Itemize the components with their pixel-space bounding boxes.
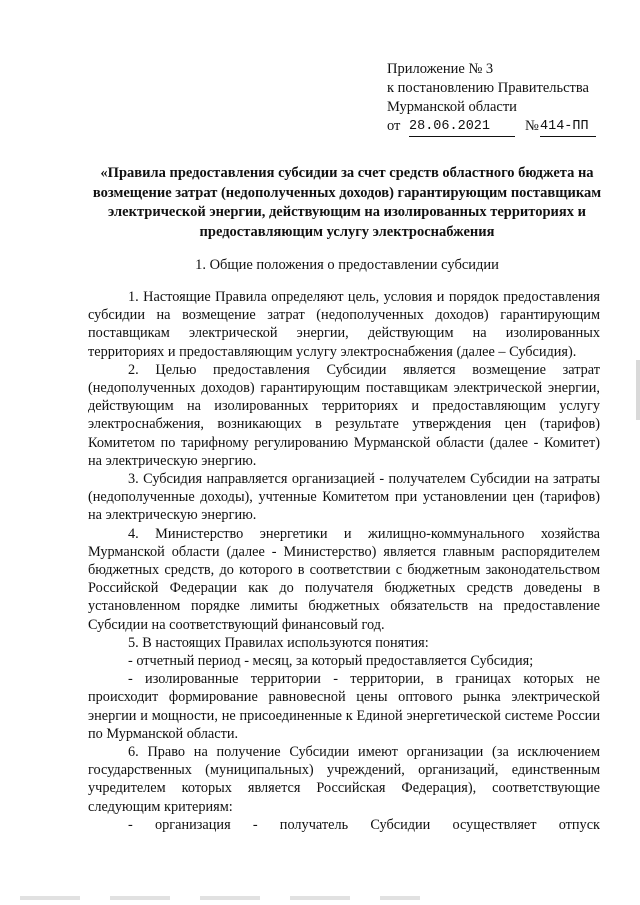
- section-heading: 1. Общие положения о предоставлении субсидии: [195, 257, 499, 273]
- appendix-title: Приложение № 3: [387, 61, 494, 77]
- paragraph-1: 1. Настоящие Правила определяют цель, условия и порядок предоставления субсидии на возмещение затрат (недополученных доходов) гарантирующим поставщикам электрической энергии, действующим на изолированных территориях и предоставляющим услугу электроснабжения (далее – Субсидия).: [88, 289, 600, 360]
- definition-reporting-period: - отчетный период - месяц, за который предоставляется Субсидия;: [128, 653, 534, 670]
- from-label: от: [387, 118, 401, 134]
- scan-edge-mark: [636, 360, 640, 420]
- document-body: [88, 288, 600, 834]
- appendix-ref: к постановлению Правительства: [387, 80, 589, 96]
- definition-isolated-territories: - изолированные территории - территории, в границах которых не происходит формирование равновесной цены оптового рынка электрической энергии и мощности, не присоединенные к Единой энергетической системе России по Мурманской области.: [88, 671, 600, 742]
- paragraph-4: 4. Министерство энергетики и жилищно-коммунального хозяйства Мурманской области (далее - Министерство) является главным распорядителем бюджетных средств, до которого в соответствии с бюджетным законодательством Российской Федерации как до получателя бюджетных средств доведены в установленном порядке лимиты бюджетных обязательств на предоставление Субсидии на соответствующий финансовый год.: [88, 525, 600, 633]
- document-title: «Правила предоставления субсидии за счет средств областного бюджета на возмещение затрат (недополученных доходов) гарантирующим поставщикам электрической энергии, действующим на изолированных территориях и предоставляющим услугу электроснабжения: [92, 165, 602, 240]
- paragraph-5: 5. В настоящих Правилах используются понятия:: [128, 634, 429, 651]
- paragraph-6: 6. Право на получение Субсидии имеют организации (за исключением государственных (муниципальных) учреждений, организаций, единственным учредителем которых является Российская Федерация), соответствующие следующим критериям:: [88, 744, 600, 815]
- decree-date: 28.06.2021: [409, 117, 515, 137]
- appendix-region: Мурманской области: [387, 99, 517, 115]
- appendix-block: [387, 60, 589, 136]
- appendix-dateline: [387, 117, 589, 136]
- paragraph-3: 3. Субсидия направляется организацией - получателем Субсидии на затраты (недополученные доходы), учтенные Комитетом при установлении цен (тарифов) на электрическую энергию.: [88, 471, 600, 524]
- number-label: №: [525, 118, 539, 134]
- paragraph-2: 2. Целью предоставления Субсидии является возмещение затрат (недополученных доходов) гарантирующим поставщикам электрической энергии, действующим на изолированных территориях и предоставляющим услугу электроснабжения, возникающих в результате утверждения цен (тарифов) Комитетом по тарифному регулированию Мурманской области (далее - Комитет) на электрическую энергию.: [88, 361, 600, 469]
- decree-number: 414-ПП: [540, 117, 596, 137]
- criterion-1: - организация - получатель Субсидии осуществляет отпуск: [128, 816, 600, 833]
- scan-footer-artifact: [20, 896, 420, 900]
